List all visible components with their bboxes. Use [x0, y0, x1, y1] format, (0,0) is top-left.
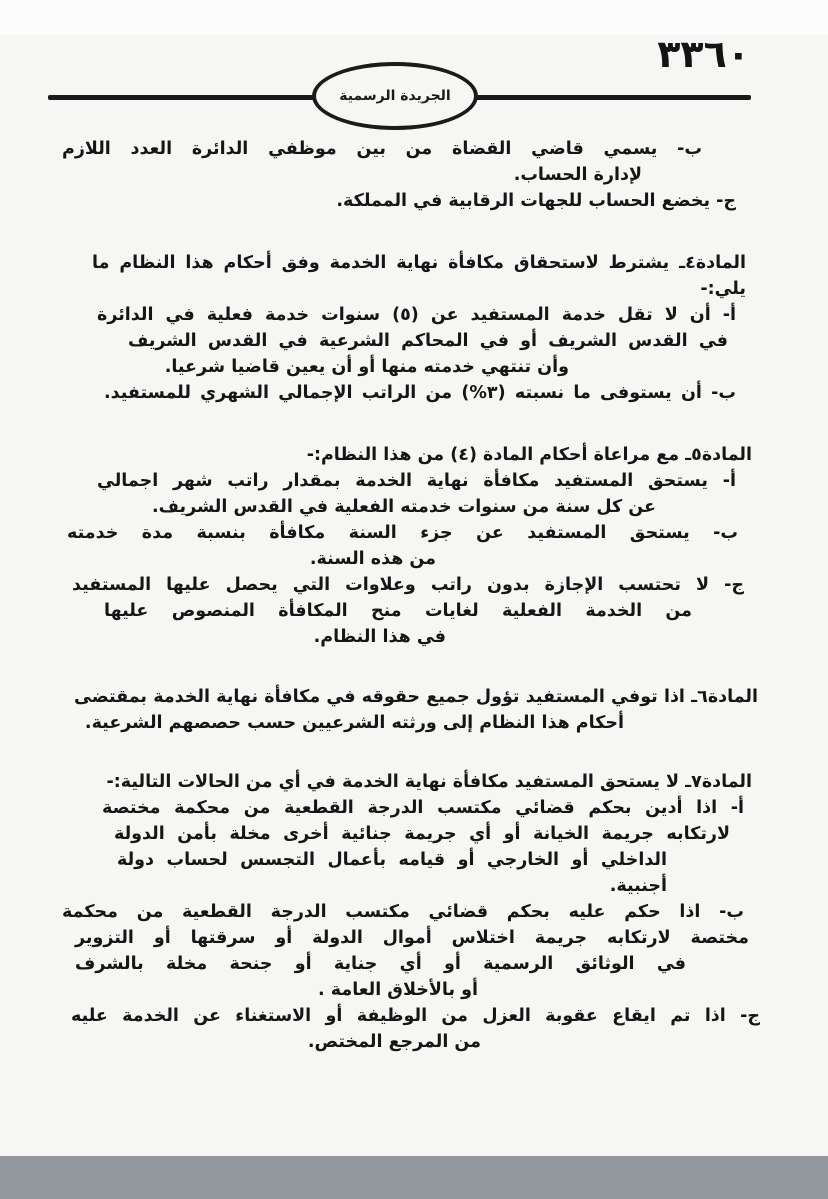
viewer-top-strip: [0, 0, 828, 34]
article-5: [62, 442, 764, 650]
article-7-item-c-line-1: ج- اذا تم ايقاع عقوبة العزل من الوظيفة أو الاستغناء عن الخدمة عليه: [71, 1006, 760, 1026]
article-7-item-b-line-2: مختصة لارتكابه جريمة اختلاس أموال الدولة أو سرقتها أو التزوير: [75, 928, 749, 948]
prior-item-b-line-1: ب- يسمي قاضي القضاة من بين موظفي الدائرة العدد اللازم: [62, 139, 702, 159]
article-5-item-b-line-1: ب- يستحق المستفيد عن جزء السنة مكافأة بنسبة مدة خدمته: [67, 523, 738, 543]
document-body: [62, 136, 764, 1055]
prior-article-items: [62, 136, 764, 214]
article-4-item-a-line-2: في القدس الشريف أو في المحاكم الشرعية في القدس الشريف: [128, 331, 728, 351]
article-5-heading: المادة٥ـ مع مراعاة أحكام المادة (٤) من هذا النظام:-: [306, 445, 752, 465]
article-4: [62, 250, 764, 406]
gazette-badge: [312, 62, 478, 130]
article-7-item-a-line-2: لارتكابه جريمة الخيانة أو أي جريمة جنائية أخرى مخلة بأمن الدولة: [114, 824, 730, 844]
article-5-item-a-line-1: أ- يستحق المستفيد مكافأة نهاية الخدمة بمقدار راتب شهر اجمالي: [97, 471, 736, 491]
article-4-item-b: ب- أن يستوفى ما نسبته (٣%) من الراتب الإجمالي الشهري للمستفيد.: [104, 383, 736, 403]
article-7-heading: المادة٧ـ لا يستحق المستفيد مكافأة نهاية الخدمة في أي من الحالات التالية:-: [106, 772, 752, 792]
article-5-item-a-line-2: عن كل سنة من سنوات خدمته الفعلية في القدس الشريف.: [152, 497, 656, 517]
article-4-item-a-line-3: وأن تنتهي خدمته منها أو أن يعين قاضيا شرعيا.: [164, 357, 569, 377]
article-4-heading: المادة٤ـ يشترط لاستحقاق مكافأة نهاية الخدمة وفق أحكام هذا النظام ما يلي:-: [92, 253, 746, 299]
prior-item-c: ج- يخضع الحساب للجهات الرقابية في المملكة.: [336, 191, 736, 211]
article-7-item-b-line-3: في الوثائق الرسمية أو أي جناية أو جنحة مخلة بالشرف: [75, 954, 686, 974]
viewer-bottom-band: [0, 1156, 828, 1199]
gazette-name: الجريدة الرسمية: [339, 88, 451, 104]
article-7-item-c-line-2: من المرجع المختص.: [307, 1032, 481, 1052]
prior-item-b-line-2: لإدارة الحساب.: [513, 165, 642, 185]
article-7-item-a-line-1: أ- اذا أدين بحكم قضائي مكتسب الدرجة القطعية من محكمة مختصة: [102, 798, 744, 818]
article-6: [62, 684, 764, 736]
article-7-item-b-line-4: أو بالأخلاق العامة .: [318, 980, 478, 1000]
article-6-line-1: المادة٦ـ اذا توفي المستفيد تؤول جميع حقوقه في مكافأة نهاية الخدمة بمقتضى: [74, 687, 758, 707]
article-7-item-b-line-1: ب- اذا حكم عليه بحكم قضائي مكتسب الدرجة القطعية من محكمة: [62, 902, 744, 922]
article-7-item-a-line-3: الداخلي أو الخارجي أو قيامه بأعمال التجسس لحساب دولة أجنبية.: [117, 850, 667, 896]
article-5-item-c-line-3: في هذا النظام.: [313, 627, 446, 647]
article-4-item-a-line-1: أ- أن لا تقل خدمة المستفيد عن (٥) سنوات خدمة فعلية في الدائرة: [97, 305, 737, 325]
article-5-item-b-line-2: من هذه السنة.: [309, 549, 436, 569]
page-number: ٣٣٦٠: [657, 32, 750, 76]
article-7: [62, 769, 764, 1055]
article-5-item-c-line-1: ج- لا تحتسب الإجازة بدون راتب وعلاوات التي يحصل عليها المستفيد: [72, 575, 744, 595]
article-5-item-c-line-2: من الخدمة الفعلية لغايات منح المكافأة المنصوص عليها: [104, 601, 692, 621]
article-6-line-2: أحكام هذا النظام إلى ورثته الشرعيين حسب حصصهم الشرعية.: [84, 713, 624, 733]
